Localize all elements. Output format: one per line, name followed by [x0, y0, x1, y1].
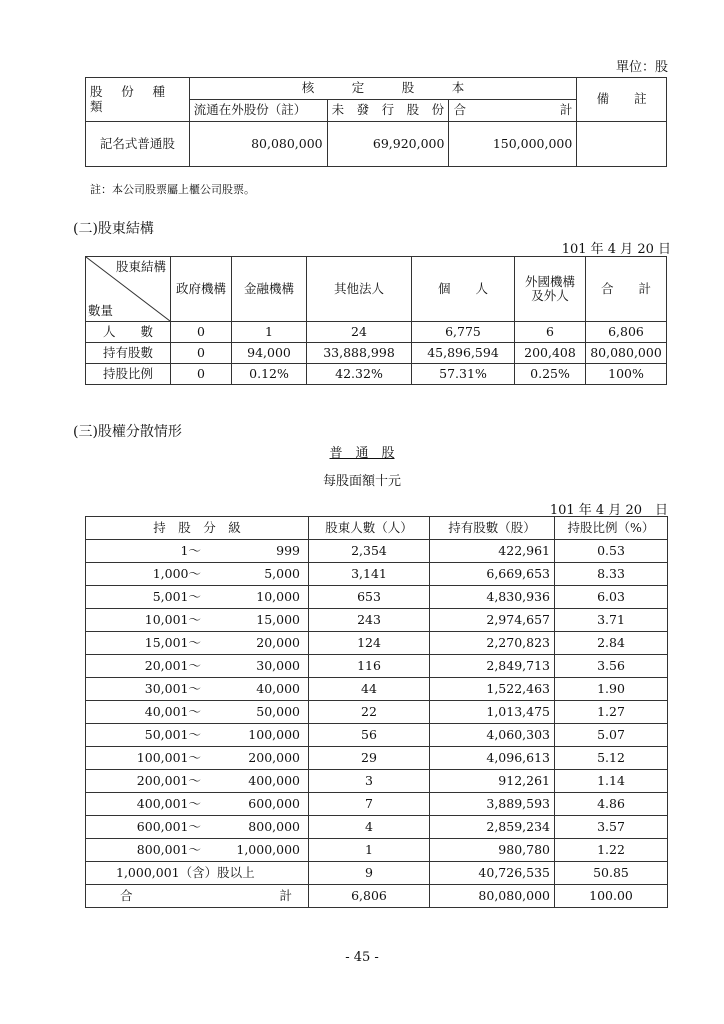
holding-range	[86, 701, 309, 724]
distribution-shares: 3,889,593	[430, 793, 555, 816]
distribution-row	[86, 563, 668, 586]
range-low: 20,001～	[144, 657, 201, 673]
total-percent: 100.00	[555, 885, 668, 908]
structure-cell: 1	[232, 322, 307, 343]
col-total: 合 計	[586, 257, 667, 322]
structure-row	[86, 322, 667, 343]
col-percent: 持股比例（%）	[555, 517, 668, 540]
distribution-shares: 40,726,535	[430, 862, 555, 885]
structure-cell: 100%	[586, 364, 667, 385]
distribution-holders: 116	[309, 655, 430, 678]
structure-cell: 42.32%	[307, 364, 412, 385]
distribution-shares: 2,270,823	[430, 632, 555, 655]
range-low: 1,000,001（含）股以上	[116, 864, 255, 880]
distribution-shares: 2,859,234	[430, 816, 555, 839]
share-note: 註：本公司股票屬上櫃公司股票。	[90, 183, 255, 196]
distribution-holders: 2,354	[309, 540, 430, 563]
distribution-row	[86, 816, 668, 839]
row-unissued: 69,920,000	[327, 122, 449, 167]
distribution-pct: 5.12	[555, 747, 668, 770]
distribution-row	[86, 747, 668, 770]
distribution-holders: 3,141	[309, 563, 430, 586]
total-label: 合 計	[86, 885, 309, 908]
range-high: 20,000	[256, 634, 300, 650]
holding-range	[86, 609, 309, 632]
structure-row-label: 人 數	[86, 322, 171, 343]
distribution-shares: 980,780	[430, 839, 555, 862]
distribution-row	[86, 655, 668, 678]
range-high	[255, 866, 335, 880]
total-holders: 6,806	[309, 885, 430, 908]
distribution-pct: 3.71	[555, 609, 668, 632]
distribution-row	[86, 793, 668, 816]
range-low: 30,001～	[144, 680, 201, 696]
distribution-shares: 4,830,936	[430, 586, 555, 609]
col-holders: 股東人數（人）	[309, 517, 430, 540]
range-low: 40,001～	[144, 703, 201, 719]
holding-range	[86, 586, 309, 609]
distribution-holders: 124	[309, 632, 430, 655]
range-low: 1,000～	[152, 565, 201, 581]
total-shares: 80,080,000	[430, 885, 555, 908]
structure-row-label: 持股比例	[86, 364, 171, 385]
structure-row	[86, 343, 667, 364]
unit-label: 單位：股	[615, 60, 668, 75]
shareholder-structure-table	[85, 256, 667, 385]
range-high: 5,000	[264, 565, 300, 581]
range-high: 999	[276, 542, 300, 558]
col-remarks: 備 註	[577, 78, 667, 122]
holding-range	[86, 770, 309, 793]
range-low: 5,001～	[152, 588, 201, 604]
col-foreign: 外國機構 及外人	[515, 257, 586, 322]
row-share-type: 記名式普通股	[86, 122, 190, 167]
structure-cell: 24	[307, 322, 412, 343]
col-other-corp: 其他法人	[307, 257, 412, 322]
distribution-shares: 4,060,303	[430, 724, 555, 747]
range-high: 1,000,000	[236, 841, 300, 857]
distribution-pct: 0.53	[555, 540, 668, 563]
distribution-row	[86, 770, 668, 793]
structure-cell: 80,080,000	[586, 343, 667, 364]
row-total: 150,000,000	[449, 122, 577, 167]
distribution-pct: 4.86	[555, 793, 668, 816]
distribution-shares: 912,261	[430, 770, 555, 793]
distribution-row	[86, 540, 668, 563]
distribution-holders: 243	[309, 609, 430, 632]
distribution-pct: 1.27	[555, 701, 668, 724]
distribution-shares: 2,849,713	[430, 655, 555, 678]
distribution-pct: 5.07	[555, 724, 668, 747]
distribution-holders: 44	[309, 678, 430, 701]
range-low: 15,001～	[144, 634, 201, 650]
distribution-pct: 1.22	[555, 839, 668, 862]
col-approved-capital: 核 定 股 本	[189, 78, 577, 100]
distribution-pct: 1.90	[555, 678, 668, 701]
range-high: 30,000	[256, 657, 300, 673]
holding-range	[86, 816, 309, 839]
structure-cell: 94,000	[232, 343, 307, 364]
distribution-holders: 653	[309, 586, 430, 609]
distribution-row	[86, 862, 668, 885]
distribution-holders: 7	[309, 793, 430, 816]
distribution-shares: 1,013,475	[430, 701, 555, 724]
range-low: 400,001～	[136, 795, 201, 811]
structure-cell: 0	[171, 364, 232, 385]
distribution-row	[86, 586, 668, 609]
range-low: 1～	[180, 542, 201, 558]
distribution-row	[86, 839, 668, 862]
col-total: 合 計	[449, 100, 577, 122]
distribution-pct: 6.03	[555, 586, 668, 609]
holding-range	[86, 655, 309, 678]
distribution-pct: 3.56	[555, 655, 668, 678]
par-value-label: 每股面額十元	[322, 474, 401, 489]
range-low: 600,001～	[136, 818, 201, 834]
structure-cell: 6,806	[586, 322, 667, 343]
section3-heading: (三)股權分散情形	[73, 424, 182, 440]
holding-range	[86, 678, 309, 701]
distribution-holders: 29	[309, 747, 430, 770]
share-type-table	[85, 77, 667, 167]
distribution-pct: 1.14	[555, 770, 668, 793]
distribution-shares: 422,961	[430, 540, 555, 563]
row-remarks	[577, 122, 667, 167]
distribution-row	[86, 609, 668, 632]
distribution-shares: 1,522,463	[430, 678, 555, 701]
distribution-holders: 4	[309, 816, 430, 839]
structure-cell: 6,775	[412, 322, 515, 343]
structure-cell: 200,408	[515, 343, 586, 364]
col-shares: 持有股數（股）	[430, 517, 555, 540]
range-high: 15,000	[256, 611, 300, 627]
section3-date: 101 年 4 月 20 日	[549, 503, 668, 518]
distribution-pct: 3.57	[555, 816, 668, 839]
col-unissued: 未 發 行 股 份	[327, 100, 449, 122]
range-high: 50,000	[256, 703, 300, 719]
structure-row	[86, 364, 667, 385]
distribution-row	[86, 724, 668, 747]
distribution-row	[86, 632, 668, 655]
stock-type-title: 普 通 股	[329, 446, 395, 461]
col-holding-range: 持 股 分 級	[86, 517, 309, 540]
section2-heading: (二)股東結構	[73, 221, 154, 237]
range-low: 10,001～	[144, 611, 201, 627]
distribution-pct: 8.33	[555, 563, 668, 586]
row-outstanding: 80,080,000	[189, 122, 327, 167]
holding-range	[86, 724, 309, 747]
holding-range	[86, 862, 309, 885]
distribution-holders: 22	[309, 701, 430, 724]
distribution-shares: 6,669,653	[430, 563, 555, 586]
distribution-shares: 4,096,613	[430, 747, 555, 770]
distribution-holders: 56	[309, 724, 430, 747]
holding-range	[86, 632, 309, 655]
range-low: 100,001～	[136, 749, 201, 765]
structure-cell: 0	[171, 322, 232, 343]
distribution-holders: 1	[309, 839, 430, 862]
distribution-shares: 2,974,657	[430, 609, 555, 632]
range-high: 400,000	[248, 772, 300, 788]
holding-range	[86, 540, 309, 563]
section2-date: 101 年 4 月 20 日	[561, 242, 671, 257]
structure-cell: 45,896,594	[412, 343, 515, 364]
holding-range	[86, 839, 309, 862]
holding-range	[86, 563, 309, 586]
structure-cell: 57.31%	[412, 364, 515, 385]
range-low: 200,001～	[136, 772, 201, 788]
structure-cell: 0.12%	[232, 364, 307, 385]
distribution-row	[86, 701, 668, 724]
col-outstanding: 流通在外股份（註）	[189, 100, 327, 122]
range-low: 800,001～	[136, 841, 201, 857]
range-high: 10,000	[256, 588, 300, 604]
range-high: 40,000	[256, 680, 300, 696]
distribution-row	[86, 678, 668, 701]
col-financial: 金融機構	[232, 257, 307, 322]
structure-cell: 0	[171, 343, 232, 364]
corner-header: 股東結構 數量	[86, 257, 171, 322]
distribution-pct: 50.85	[555, 862, 668, 885]
range-high: 600,000	[248, 795, 300, 811]
distribution-holders: 9	[309, 862, 430, 885]
range-high: 100,000	[248, 726, 300, 742]
structure-cell: 6	[515, 322, 586, 343]
col-share-type: 股 份 種 類	[86, 78, 190, 122]
page-number: - 45 -	[345, 950, 379, 965]
range-high: 800,000	[248, 818, 300, 834]
holding-range	[86, 747, 309, 770]
structure-row-label: 持有股數	[86, 343, 171, 364]
col-government: 政府機構	[171, 257, 232, 322]
range-low: 50,001～	[144, 726, 201, 742]
holding-range	[86, 793, 309, 816]
distribution-holders: 3	[309, 770, 430, 793]
shareholding-distribution-table	[85, 516, 668, 908]
structure-cell: 0.25%	[515, 364, 586, 385]
col-individual: 個 人	[412, 257, 515, 322]
structure-cell: 33,888,998	[307, 343, 412, 364]
range-high: 200,000	[248, 749, 300, 765]
distribution-pct: 2.84	[555, 632, 668, 655]
